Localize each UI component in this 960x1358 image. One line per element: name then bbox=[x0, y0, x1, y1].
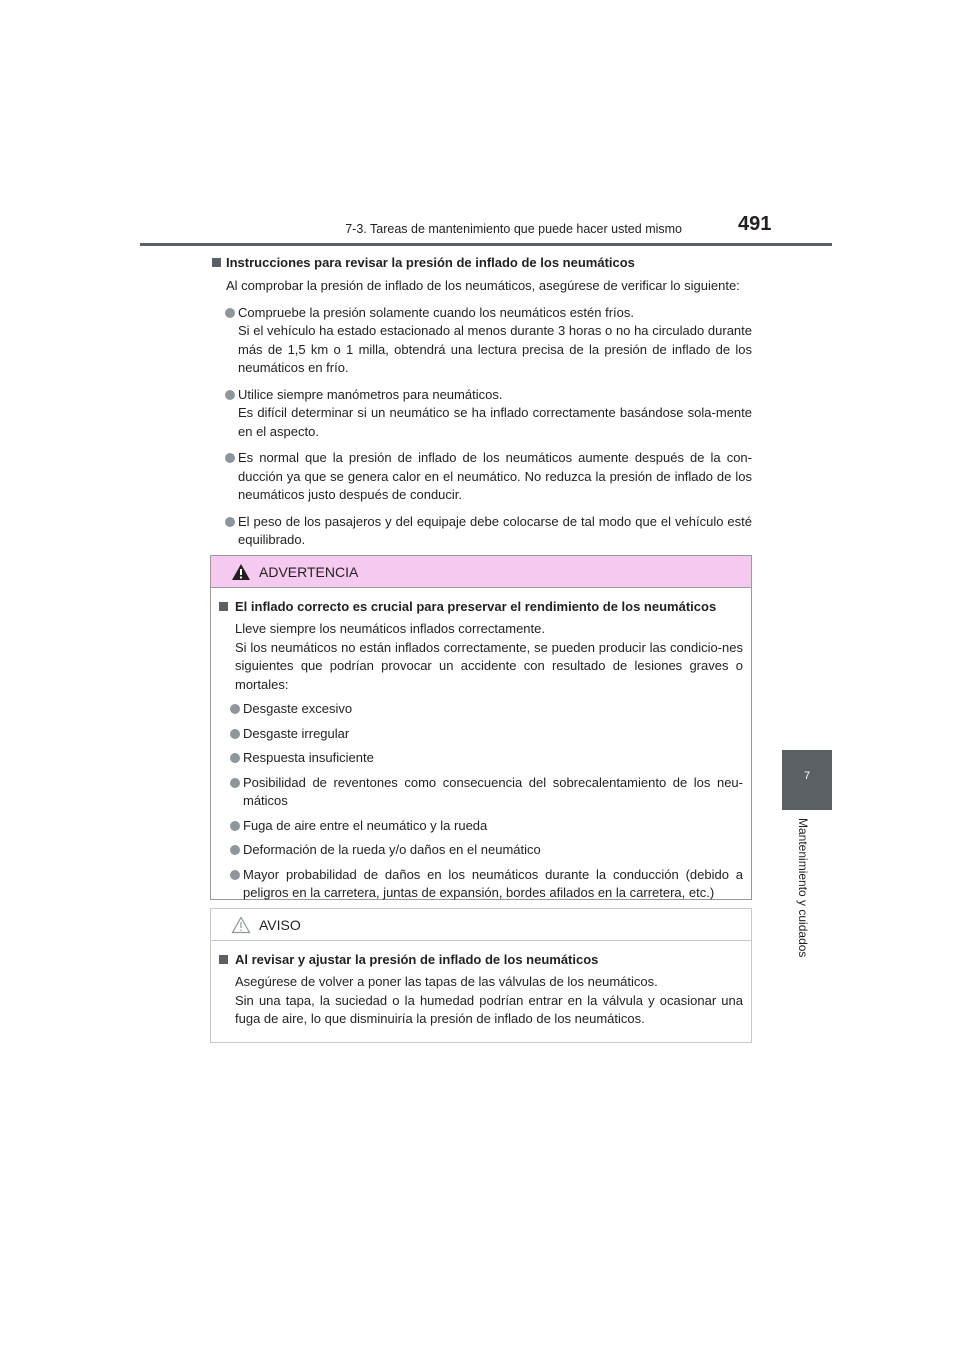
header-rule bbox=[140, 243, 832, 246]
warning-heading bbox=[219, 598, 743, 616]
list-item-text: Deformación de la rueda y/o daños en el neumático bbox=[243, 842, 541, 857]
bullet-dot-icon bbox=[230, 729, 240, 739]
list-item bbox=[212, 304, 752, 378]
list-item bbox=[219, 700, 743, 719]
bullet-dot-icon bbox=[230, 704, 240, 714]
bullet-dot-icon bbox=[225, 390, 235, 400]
bullet-dot-icon bbox=[230, 845, 240, 855]
main-content bbox=[212, 254, 752, 550]
bullet-dot-icon bbox=[230, 778, 240, 788]
notice-heading-text: Al revisar y ajustar la presión de inflado de los neumáticos bbox=[235, 952, 599, 967]
square-bullet-icon bbox=[212, 258, 221, 267]
bullet-dot-icon bbox=[225, 308, 235, 318]
bullet-dot-icon bbox=[230, 821, 240, 831]
bullet-dot-icon bbox=[225, 453, 235, 463]
bullet-dot-icon bbox=[225, 517, 235, 527]
list-item-detail: Si el vehículo ha estado estacionado al menos durante 3 horas o no ha circulado durante más de 1,5 km o 1 milla, obtendrá una lectura precisa de la presión de inflado de los neumáticos en frío. bbox=[238, 323, 752, 375]
notice-label: AVISO bbox=[259, 916, 301, 933]
list-item bbox=[219, 725, 743, 744]
page-number: 491 bbox=[738, 213, 772, 235]
list-item-text: Compruebe la presión solamente cuando los neumáticos estén fríos. bbox=[238, 304, 634, 320]
square-bullet-icon bbox=[219, 602, 228, 611]
list-item bbox=[212, 449, 752, 505]
list-item-text: Fuga de aire entre el neumático y la rueda bbox=[243, 817, 488, 833]
list-item-detail: Es difícil determinar si un neumático se ha inflado correctamente basándose sola-mente en el aspecto. bbox=[238, 405, 752, 439]
warning-label: ADVERTENCIA bbox=[259, 563, 359, 580]
square-bullet-icon bbox=[219, 955, 228, 964]
section-heading bbox=[212, 254, 752, 272]
notice-header bbox=[211, 909, 751, 941]
warning-heading-text: El inflado correcto es crucial para preservar el rendimiento de los neumáticos bbox=[235, 599, 717, 614]
intro-paragraph: Al comprobar la presión de inflado de los neumáticos, asegúrese de verificar lo siguiente: bbox=[226, 278, 740, 293]
list-item-text: Desgaste irregular bbox=[243, 725, 350, 741]
list-item-text: Respuesta insuficiente bbox=[243, 750, 374, 765]
warning-line-2: Si los neumáticos no están inflados correctamente, se pueden producir las condicio-nes siguientes que podrían provocar un accidente con resultado de lesiones graves o mortales: bbox=[235, 639, 743, 692]
notice-box bbox=[210, 908, 752, 1043]
notice-line-2: Sin una tapa, la suciedad o la humedad podrían entrar en la válvula y ocasionar una fuga de aire, lo que disminuiría la presión de inflado de los neumáticos. bbox=[235, 992, 743, 1026]
list-item-text: Utilice siempre manómetros para neumáticos. bbox=[238, 386, 503, 402]
warning-header bbox=[211, 556, 751, 588]
list-item bbox=[212, 386, 752, 442]
list-item-text: Mayor probabilidad de daños en los neumáticos durante la conducción (debido a peligros en la carretera, juntas de expansión, bordes afilados en la carretera, etc.) bbox=[243, 866, 743, 900]
section-heading-text: Instrucciones para revisar la presión de inflado de los neumáticos bbox=[226, 255, 635, 270]
list-item bbox=[219, 866, 743, 903]
notice-line-1: Asegúrese de volver a poner las tapas de las válvulas de los neumáticos. bbox=[235, 974, 658, 989]
list-item bbox=[219, 841, 743, 860]
list-item bbox=[212, 513, 752, 550]
list-item bbox=[219, 749, 743, 768]
chapter-title: 7-3. Tareas de mantenimiento que puede hacer usted mismo bbox=[345, 222, 682, 236]
chapter-tab: 7 bbox=[782, 750, 832, 810]
page-header bbox=[0, 0, 960, 250]
list-item bbox=[219, 817, 743, 836]
list-item-text: Es normal que la presión de inflado de los neumáticos aumente después de la con-ducción ya que se genera calor en el neumático. No reduzca la presión de inflado de los neumáticos justo después de conducir. bbox=[238, 450, 752, 502]
notice-body bbox=[211, 941, 751, 1029]
list-item-text: El peso de los pasajeros y del equipaje debe colocarse de tal modo que el vehículo esté equilibrado. bbox=[238, 513, 752, 547]
bullet-dot-icon bbox=[230, 753, 240, 763]
bullet-dot-icon bbox=[230, 870, 240, 880]
notice-heading bbox=[219, 951, 743, 969]
chapter-tab-label: Mantenimiento y cuidados bbox=[796, 818, 810, 958]
warning-triangle-icon bbox=[231, 563, 251, 581]
caution-triangle-icon bbox=[231, 916, 251, 934]
warning-body bbox=[211, 588, 751, 903]
list-item-text: Posibilidad de reventones como consecuencia del sobrecalentamiento de los neu-máticos bbox=[243, 774, 743, 808]
warning-line-1: Lleve siempre los neumáticos inflados correctamente. bbox=[235, 621, 545, 636]
list-item bbox=[219, 774, 743, 811]
warning-box bbox=[210, 555, 752, 900]
list-item-text: Desgaste excesivo bbox=[243, 701, 353, 716]
